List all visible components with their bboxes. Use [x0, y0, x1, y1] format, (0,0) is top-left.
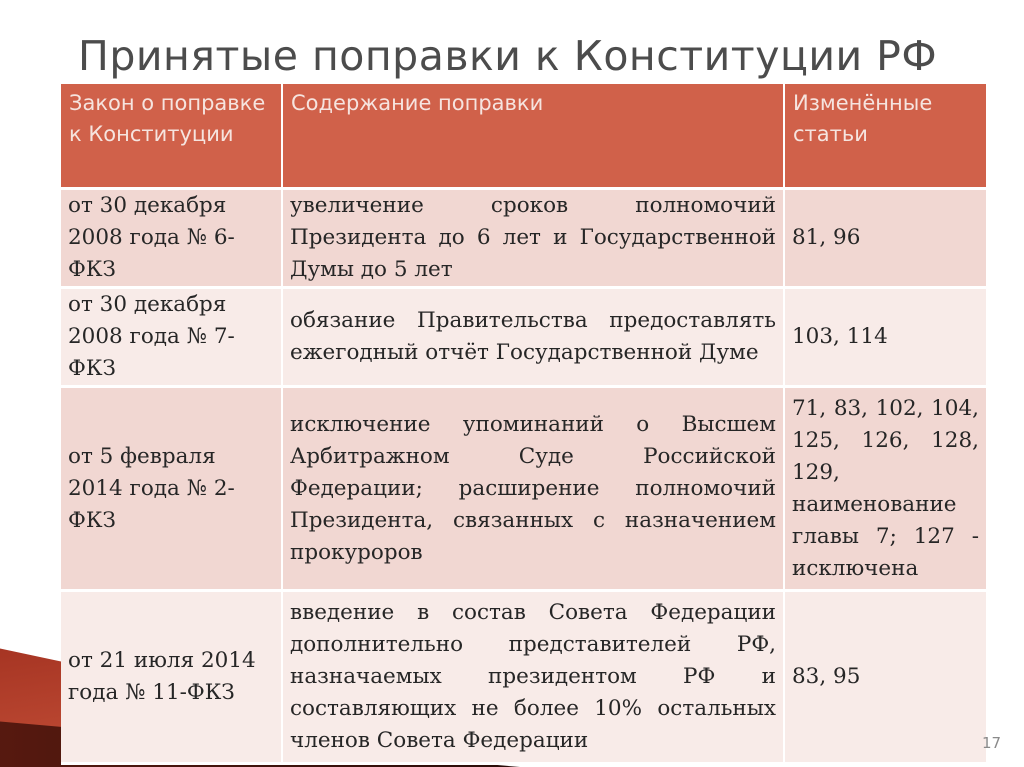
cell-articles: 83, 95: [784, 591, 986, 764]
table-row: [61, 189, 986, 288]
cell-content: обязание Правительства предоставлять ежегодный отчёт Государственной Думе: [282, 288, 784, 387]
page-number: 17: [982, 734, 1002, 752]
cell-law: от 5 февраля 2014 года № 2-ФКЗ: [61, 387, 282, 591]
header-content: Содержание поправки: [282, 84, 784, 189]
amendments-table: [61, 84, 986, 765]
table-row: [61, 591, 986, 764]
cell-content: введение в состав Совета Федерации дополнительно представителей РФ, назначаемых президентом РФ и составляющих не более 10% остальных членов Совета Федерации: [282, 591, 784, 764]
table-header-row: [61, 84, 986, 189]
table-row: [61, 288, 986, 387]
slide-title: Принятые поправки к Конституции РФ: [78, 32, 938, 80]
header-law: Закон о поправке к Конституции: [61, 84, 282, 189]
table-row: [61, 387, 986, 591]
cell-law: от 30 декабря 2008 года № 6-ФКЗ: [61, 189, 282, 288]
cell-law: от 30 декабря 2008 года № 7-ФКЗ: [61, 288, 282, 387]
amendments-table-container: [61, 84, 986, 753]
cell-articles: 103, 114: [784, 288, 986, 387]
cell-articles: 81, 96: [784, 189, 986, 288]
cell-content: исключение упоминаний о Высшем Арбитражном Суде Российской Федерации; расширение полномочий Президента, связанных с назначением прокуроров: [282, 387, 784, 591]
cell-content: увеличение сроков полномочий Президента до 6 лет и Государственной Думы до 5 лет: [282, 189, 784, 288]
header-articles: Изменённые статьи: [784, 84, 986, 189]
cell-law: от 21 июля 2014 года № 11-ФКЗ: [61, 591, 282, 764]
cell-articles: 71, 83, 102, 104, 125, 126, 128, 129, наименование главы 7; 127 - исключена: [784, 387, 986, 591]
